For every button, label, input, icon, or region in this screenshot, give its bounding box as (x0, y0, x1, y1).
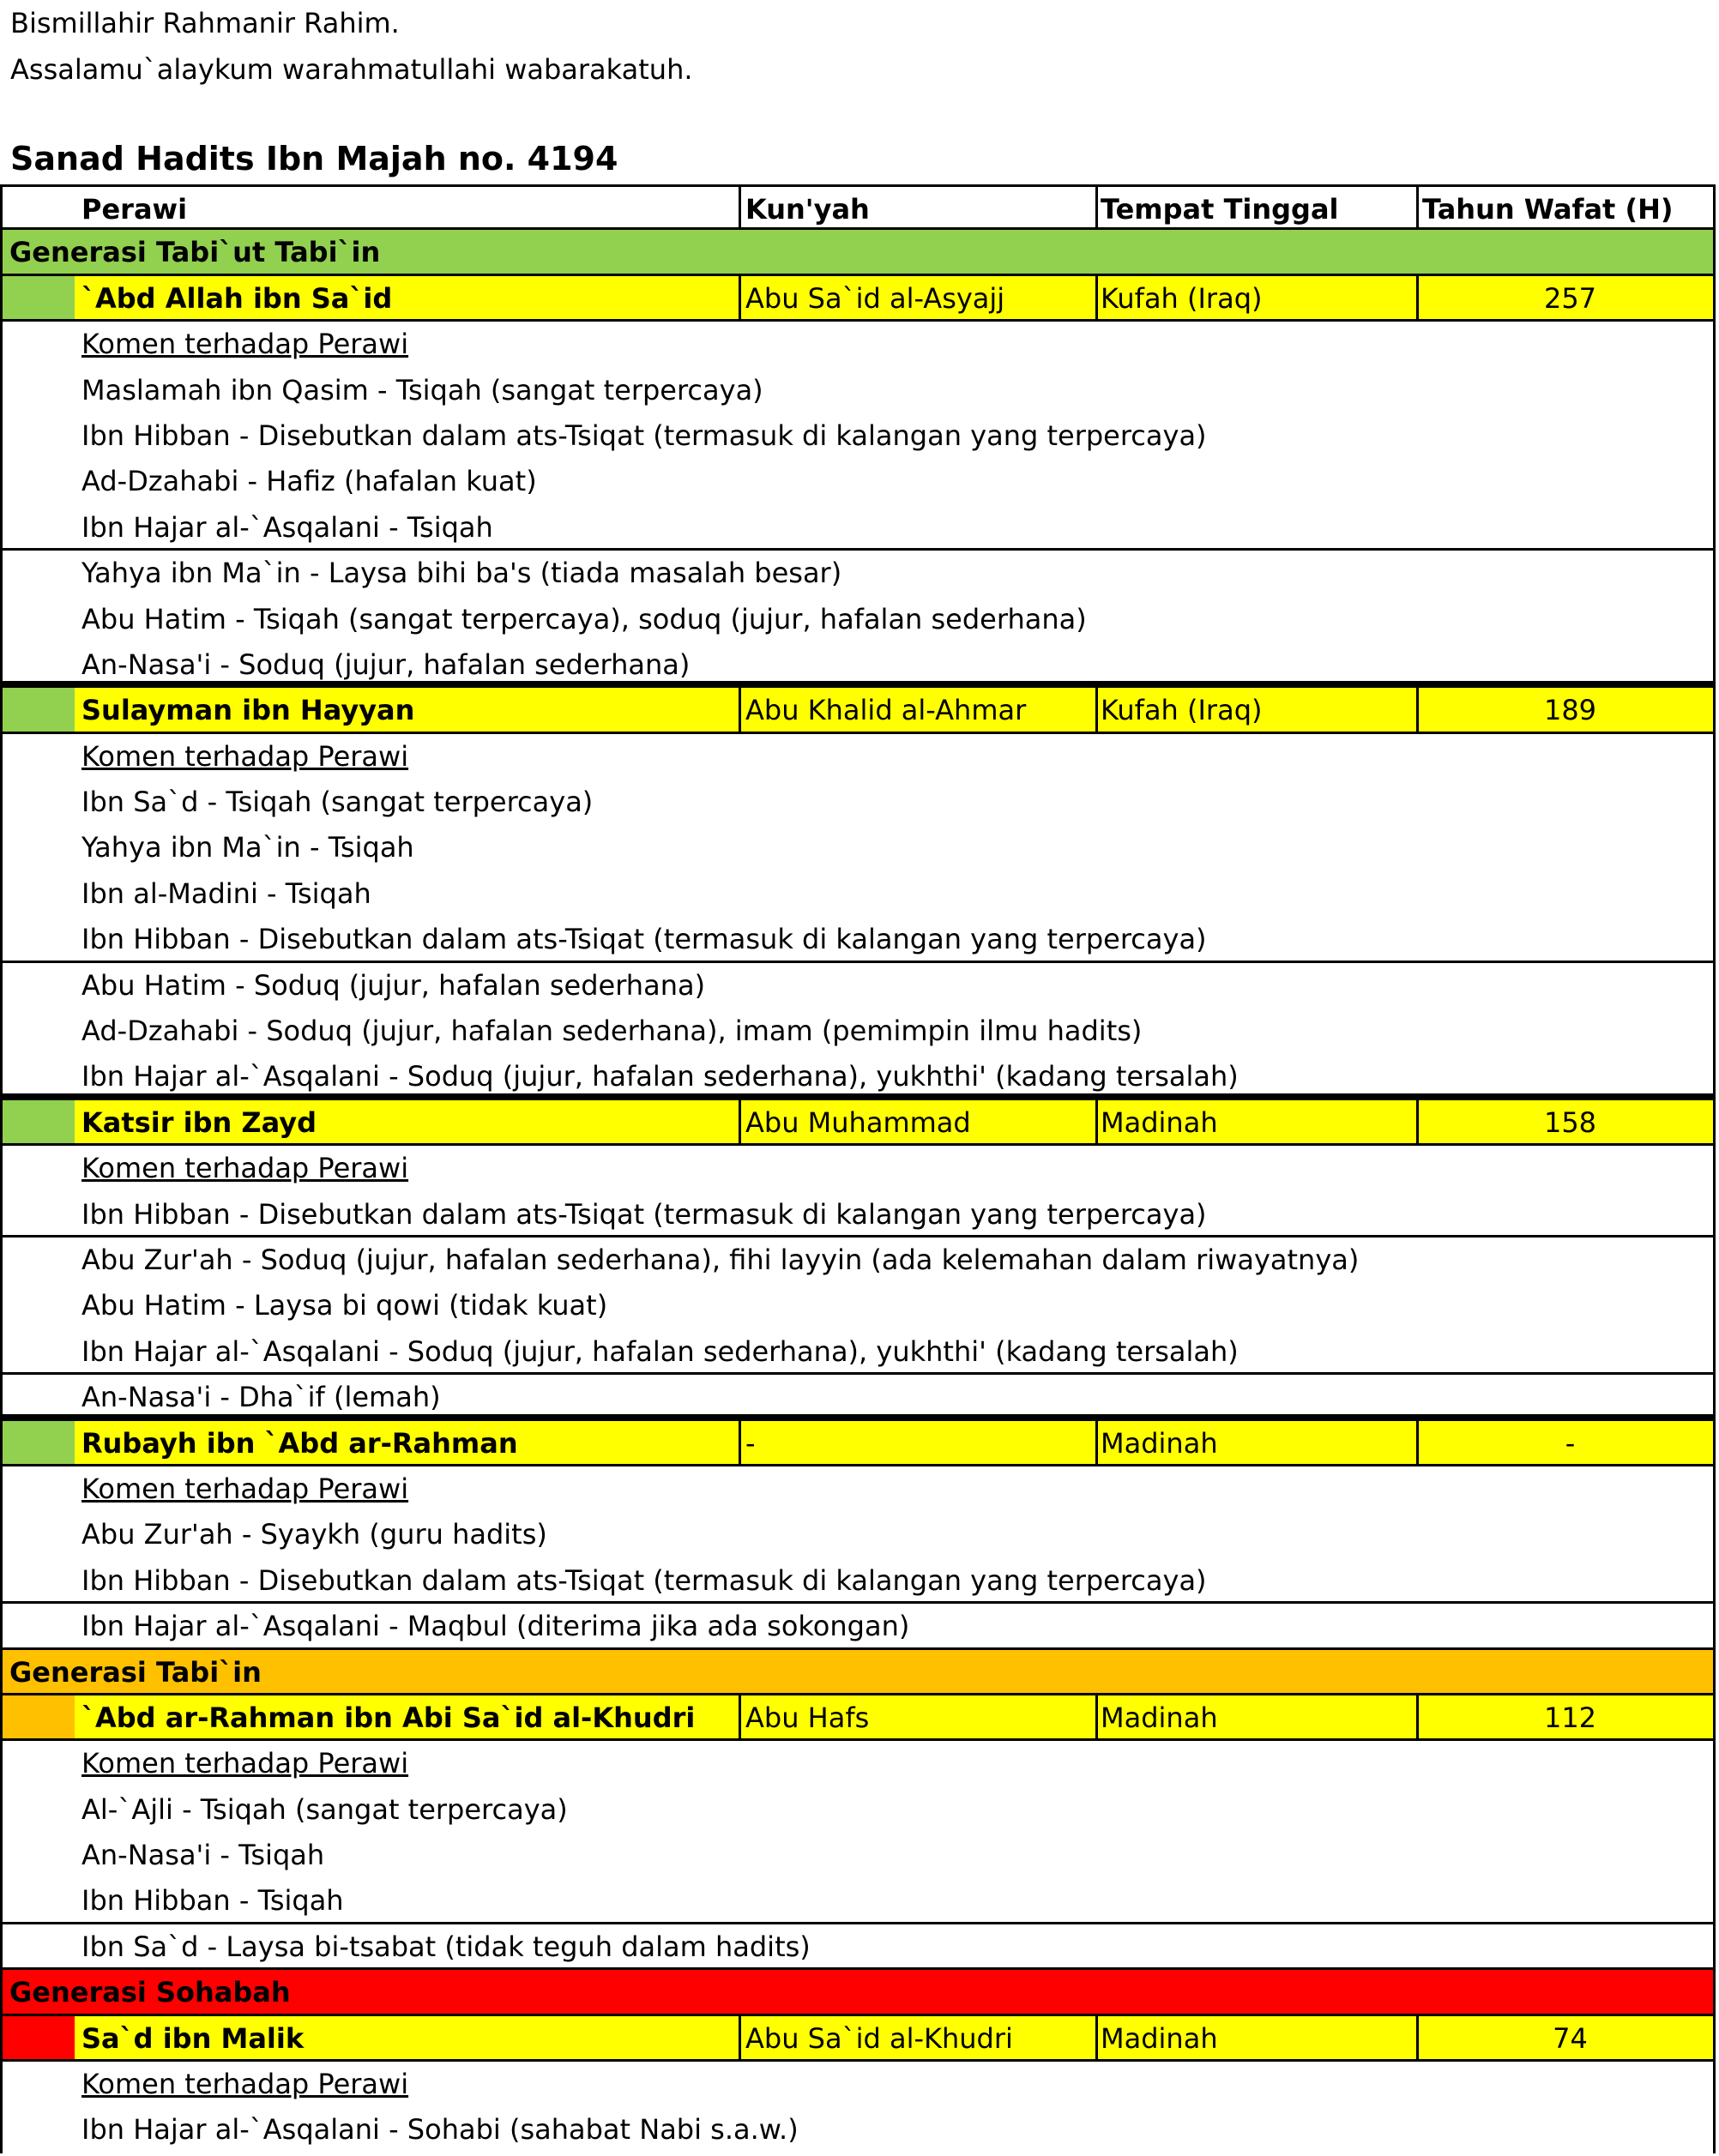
narrator-tempat-tinggal: Madinah (1101, 1105, 1218, 1139)
header-tempat-tinggal: Tempat Tinggal (1101, 193, 1339, 226)
narrator-tempat-tinggal: Kufah (Iraq) (1101, 694, 1263, 727)
comment-heading: Komen terhadap Perawi (81, 1747, 409, 1780)
comment-row (3, 1833, 1713, 1878)
narrator-tempat-tinggal: Kufah (Iraq) (1101, 281, 1263, 315)
narrator-kunyah: Abu Khalid al-Ahmar (745, 694, 1027, 727)
column-divider (739, 1421, 741, 1464)
comment-row (3, 871, 1713, 917)
comment-heading-row (3, 322, 1713, 367)
comment-row (3, 1009, 1713, 1054)
generation-label: Generasi Tabi`ut Tabi`in (9, 236, 381, 269)
comment-line: Ibn Sa`d - Tsiqah (sangat terpercaya) (81, 786, 594, 819)
sanad-table (0, 184, 1716, 2153)
comment-row (3, 825, 1713, 870)
comment-line: Maslamah ibn Qasim - Tsiqah (sangat terpercaya) (81, 373, 763, 407)
comment-row (3, 1283, 1713, 1328)
generation-color-marker (3, 688, 75, 731)
comment-line: An-Nasa'i - Dha`if (lemah) (81, 1381, 441, 1414)
generation-header (3, 1650, 1713, 1695)
comment-row (3, 1558, 1713, 1604)
comment-heading: Komen terhadap Perawi (81, 1152, 409, 1185)
column-divider (1416, 1421, 1419, 1464)
comment-line: Ad-Dzahabi - Hafiz (hafalan kuat) (81, 465, 537, 498)
comment-row (3, 1878, 1713, 1924)
narrator-name: `Abd ar-Rahman ibn Abi Sa`id al-Khudri (81, 1701, 696, 1734)
comment-line: Ad-Dzahabi - Soduq (jujur, hafalan sederhana), imam (pemimpin ilmu hadits) (81, 1015, 1143, 1048)
generation-header (3, 1970, 1713, 2015)
generation-label: Generasi Tabi`in (9, 1655, 262, 1689)
comment-heading: Komen terhadap Perawi (81, 2068, 409, 2101)
narrator-tahun-wafat: 158 (1543, 1105, 1597, 1139)
comment-line: Abu Zur'ah - Soduq (jujur, hafalan sederhana), fihi layyin (ada kelemahan dalam riwayatnya) (81, 1243, 1360, 1276)
column-divider (1416, 276, 1419, 319)
greeting-line-2: Assalamu`alaykum warahmatullahi wabarakatuh. (10, 53, 693, 86)
comment-row (3, 368, 1713, 413)
comment-line: Ibn al-Madini - Tsiqah (81, 876, 371, 910)
narrator-row (3, 688, 1713, 733)
narrator-kunyah: Abu Sa`id al-Asyajj (745, 281, 1005, 315)
comment-line: Al-`Ajli - Tsiqah (sangat terpercaya) (81, 1792, 568, 1826)
comment-line: Ibn Hibban - Disebutkan dalam ats-Tsiqat (termasuk di kalangan yang terpercaya) (81, 419, 1207, 452)
column-divider (739, 688, 741, 731)
narrator-row (3, 276, 1713, 322)
narrator-name: Rubayh ibn `Abd ar-Rahman (81, 1426, 518, 1460)
header-tahun-wafat: Tahun Wafat (H) (1422, 193, 1674, 226)
comment-row (3, 1512, 1713, 1557)
narrator-name: `Abd Allah ibn Sa`id (81, 281, 393, 315)
narrator-kunyah: - (745, 1426, 756, 1460)
comment-row (3, 1375, 1713, 1420)
comment-heading-row (3, 1741, 1713, 1786)
comment-row (3, 505, 1713, 551)
comment-row (3, 917, 1713, 962)
column-divider (739, 1100, 741, 1143)
comment-line: Ibn Hibban - Tsiqah (81, 1884, 344, 1918)
generation-label: Generasi Sohabah (9, 1976, 291, 2009)
page-title: Sanad Hadits Ibn Majah no. 4194 (10, 140, 618, 178)
column-divider (1095, 1421, 1098, 1464)
comment-heading-row (3, 2062, 1713, 2107)
comment-line: Ibn Hajar al-`Asqalani - Tsiqah (81, 510, 493, 544)
comment-line: Ibn Hajar al-`Asqalani - Sohabi (sahabat Nabi s.a.w.) (81, 2113, 799, 2147)
narrator-tahun-wafat: 74 (1553, 2021, 1588, 2055)
generation-color-marker (3, 276, 75, 319)
comment-line: Abu Hatim - Soduq (jujur, hafalan sederhana) (81, 968, 706, 1002)
column-divider (1095, 1695, 1098, 1738)
header-perawi: Perawi (81, 193, 188, 226)
column-divider (739, 2016, 741, 2059)
comment-line: Abu Hatim - Tsiqah (sangat terpercaya), soduq (jujur, hafalan sederhana) (81, 602, 1087, 635)
comment-line: Abu Hatim - Laysa bi qowi (tidak kuat) (81, 1289, 608, 1322)
comment-row (3, 1924, 1713, 1970)
comment-row (3, 459, 1713, 504)
comment-heading-row (3, 734, 1713, 780)
comment-line: Ibn Hibban - Disebutkan dalam ats-Tsiqat (termasuk di kalangan yang terpercaya) (81, 923, 1207, 956)
comment-line: An-Nasa'i - Tsiqah (81, 1839, 325, 1872)
narrator-tempat-tinggal: Madinah (1101, 1426, 1218, 1460)
comment-row (3, 963, 1713, 1009)
comment-line: An-Nasa'i - Soduq (jujur, hafalan sederhana) (81, 647, 691, 681)
narrator-tempat-tinggal: Madinah (1101, 1701, 1218, 1734)
column-divider (1095, 2016, 1098, 2059)
comment-line: Abu Zur'ah - Syaykh (guru hadits) (81, 1518, 547, 1551)
comment-line: Ibn Hajar al-`Asqalani - Soduq (jujur, hafalan sederhana), yukhthi' (kadang tersalah) (81, 1334, 1239, 1368)
column-divider (1095, 1100, 1098, 1143)
column-divider (1416, 1695, 1419, 1738)
comment-heading: Komen terhadap Perawi (81, 739, 409, 773)
generation-header (3, 230, 1713, 275)
narrator-tahun-wafat: 112 (1543, 1701, 1597, 1734)
narrator-row (3, 2016, 1713, 2062)
comment-row (3, 780, 1713, 825)
comment-row (3, 2107, 1713, 2153)
comment-row (3, 597, 1713, 642)
narrator-tahun-wafat: 257 (1543, 281, 1597, 315)
column-divider (1416, 1100, 1419, 1143)
comment-row (3, 642, 1713, 688)
comment-heading-row (3, 1146, 1713, 1191)
column-divider (1095, 688, 1098, 731)
narrator-tahun-wafat: - (1565, 1426, 1576, 1460)
comment-line: Ibn Hajar al-`Asqalani - Soduq (jujur, hafalan sederhana), yukhthi' (kadang tersalah) (81, 1060, 1239, 1093)
column-divider (739, 1695, 741, 1738)
narrator-row (3, 1695, 1713, 1741)
table-header-row (3, 184, 1713, 230)
narrator-name: Katsir ibn Zayd (81, 1105, 317, 1139)
comment-line: Ibn Hajar al-`Asqalani - Maqbul (diterima jika ada sokongan) (81, 1610, 910, 1643)
comment-row (3, 1329, 1713, 1375)
comment-heading: Komen terhadap Perawi (81, 1472, 409, 1505)
generation-color-marker (3, 1100, 75, 1143)
narrator-kunyah: Abu Sa`id al-Khudri (745, 2021, 1013, 2055)
header-kunyah: Kun'yah (745, 193, 870, 226)
generation-color-marker (3, 1695, 75, 1738)
comment-heading: Komen terhadap Perawi (81, 328, 409, 361)
narrator-kunyah: Abu Hafs (745, 1701, 870, 1734)
comment-row (3, 1192, 1713, 1238)
comment-line: Ibn Hibban - Disebutkan dalam ats-Tsiqat (termasuk di kalangan yang terpercaya) (81, 1197, 1207, 1231)
comment-row (3, 1787, 1713, 1833)
narrator-tahun-wafat: 189 (1543, 694, 1597, 727)
column-divider (1416, 2016, 1419, 2059)
narrator-name: Sulayman ibn Hayyan (81, 694, 415, 727)
comment-line: Yahya ibn Ma`in - Laysa bihi ba's (tiada masalah besar) (81, 557, 842, 590)
column-divider (1095, 276, 1098, 319)
narrator-row (3, 1100, 1713, 1146)
comment-row (3, 1054, 1713, 1099)
comment-row (3, 413, 1713, 459)
generation-color-marker (3, 1421, 75, 1464)
comment-line: Ibn Sa`d - Laysa bi-tsabat (tidak teguh dalam hadits) (81, 1930, 811, 1963)
column-divider (739, 276, 741, 319)
column-divider (1416, 688, 1419, 731)
comment-row (3, 1238, 1713, 1283)
greeting-line-1: Bismillahir Rahmanir Rahim. (10, 7, 400, 39)
comment-line: Ibn Hibban - Disebutkan dalam ats-Tsiqat (termasuk di kalangan yang terpercaya) (81, 1563, 1207, 1597)
comment-heading-row (3, 1466, 1713, 1512)
comment-line: Yahya ibn Ma`in - Tsiqah (81, 831, 414, 864)
narrator-tempat-tinggal: Madinah (1101, 2021, 1218, 2055)
narrator-kunyah: Abu Muhammad (745, 1105, 971, 1139)
comment-row (3, 551, 1713, 596)
generation-color-marker (3, 2016, 75, 2059)
comment-row (3, 1604, 1713, 1649)
narrator-row (3, 1421, 1713, 1466)
narrator-name: Sa`d ibn Malik (81, 2021, 305, 2055)
